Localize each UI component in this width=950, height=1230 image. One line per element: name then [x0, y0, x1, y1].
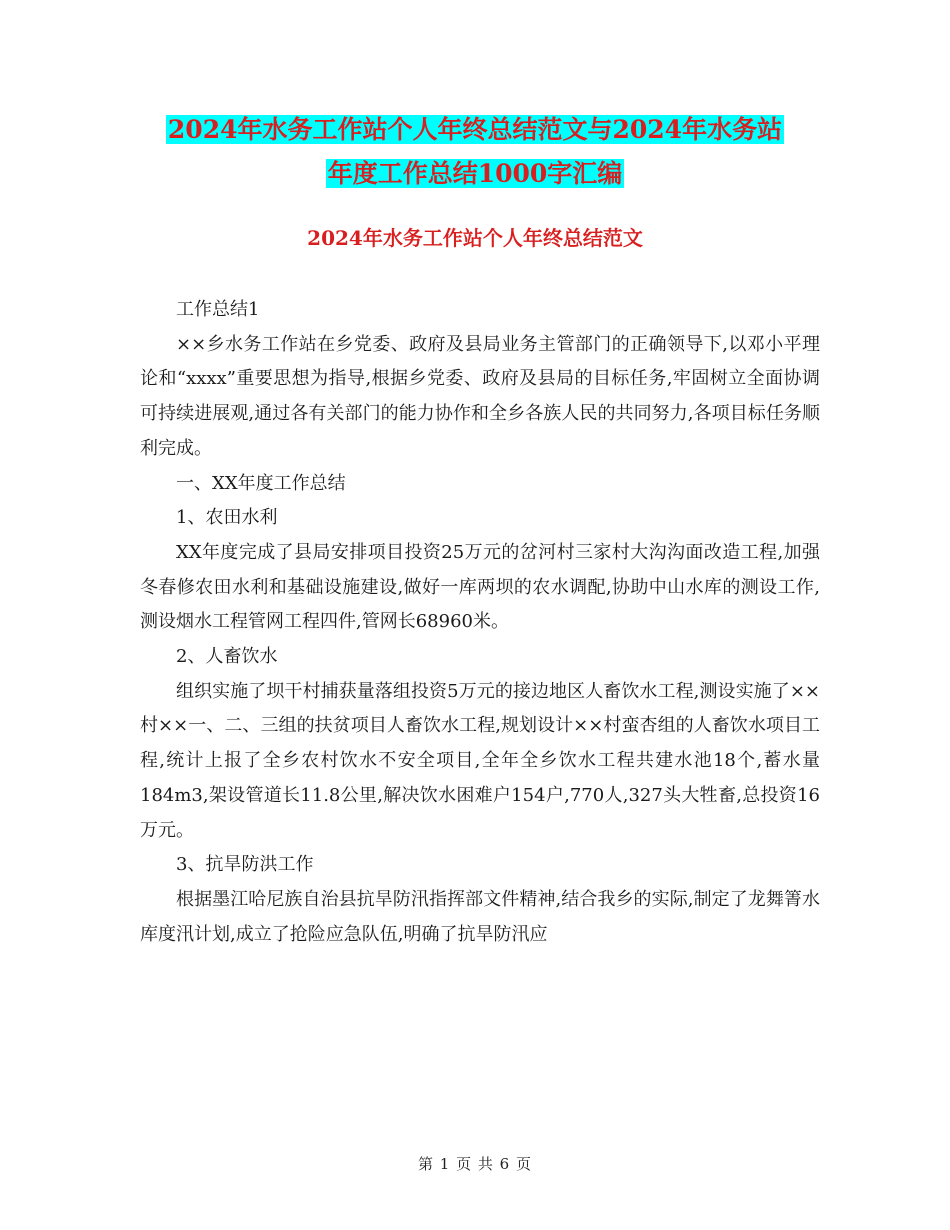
- document-title-line-2: [0, 154, 950, 194]
- heading-farmland-irrigation: 1、农田水利: [176, 507, 278, 529]
- title-highlight: 2024年水务工作站个人年终总结范文与2024年水务站: [167, 115, 783, 144]
- section-title: 2024年水务工作站个人年终总结范文: [307, 226, 643, 250]
- title-highlight: 年度工作总结1000字汇编: [327, 159, 623, 188]
- heading-drought-flood: 3、抗旱防洪工作: [176, 854, 314, 876]
- paragraph-drought-flood: 根据墨江哈尼族自治县抗旱防汛指挥部文件精神,结合我乡的实际,制定了龙舞箐水库度汛计划,成立了抢险应急队伍,明确了抗旱防汛应: [140, 888, 820, 945]
- paragraph-drinking-water: 组织实施了坝干村捕获量落组投资5万元的接边地区人畜饮水工程,测设实施了××村××一、二、三组的扶贫项目人畜饮水工程,规划设计××村蛮杏组的人畜饮水项目工程,统计上报了全乡农村饮水不安全项目,全年全乡饮水工程共建水池18个,蓄水量184m3,架设管道长11.8公里,解决饮水困难户154户,770人,327头大牲畜,总投资16万元。: [140, 680, 820, 841]
- page-footer: 第 1 页 共 6 页: [418, 1155, 532, 1173]
- heading-annual-summary: 一、XX年度工作总结: [176, 472, 346, 494]
- heading-drinking-water: 2、人畜饮水: [176, 646, 278, 668]
- paragraph-farmland-irrigation: XX年度完成了县局安排项目投资25万元的岔河村三家村大沟沟面改造工程,加强冬春修农田水利和基础设施建设,做好一库两坝的农水调配,协助中山水库的测设工作,测设烟水工程管网工程四件,管网长68960米。: [140, 541, 820, 633]
- paragraph-intro: ××乡水务工作站在乡党委、政府及县局业务主管部门的正确领导下,以邓小平理论和“xxxx”重要思想为指导,根据乡党委、政府及县局的目标任务,牢固树立全面协调可持续进展观,通过各有关部门的能力协作和全乡各族人民的共同努力,各项目标任务顺利完成。: [140, 333, 820, 459]
- paragraph-work-summary-label: 工作总结1: [176, 299, 260, 320]
- document-body: [140, 293, 820, 952]
- document-title-line-1: [0, 110, 950, 150]
